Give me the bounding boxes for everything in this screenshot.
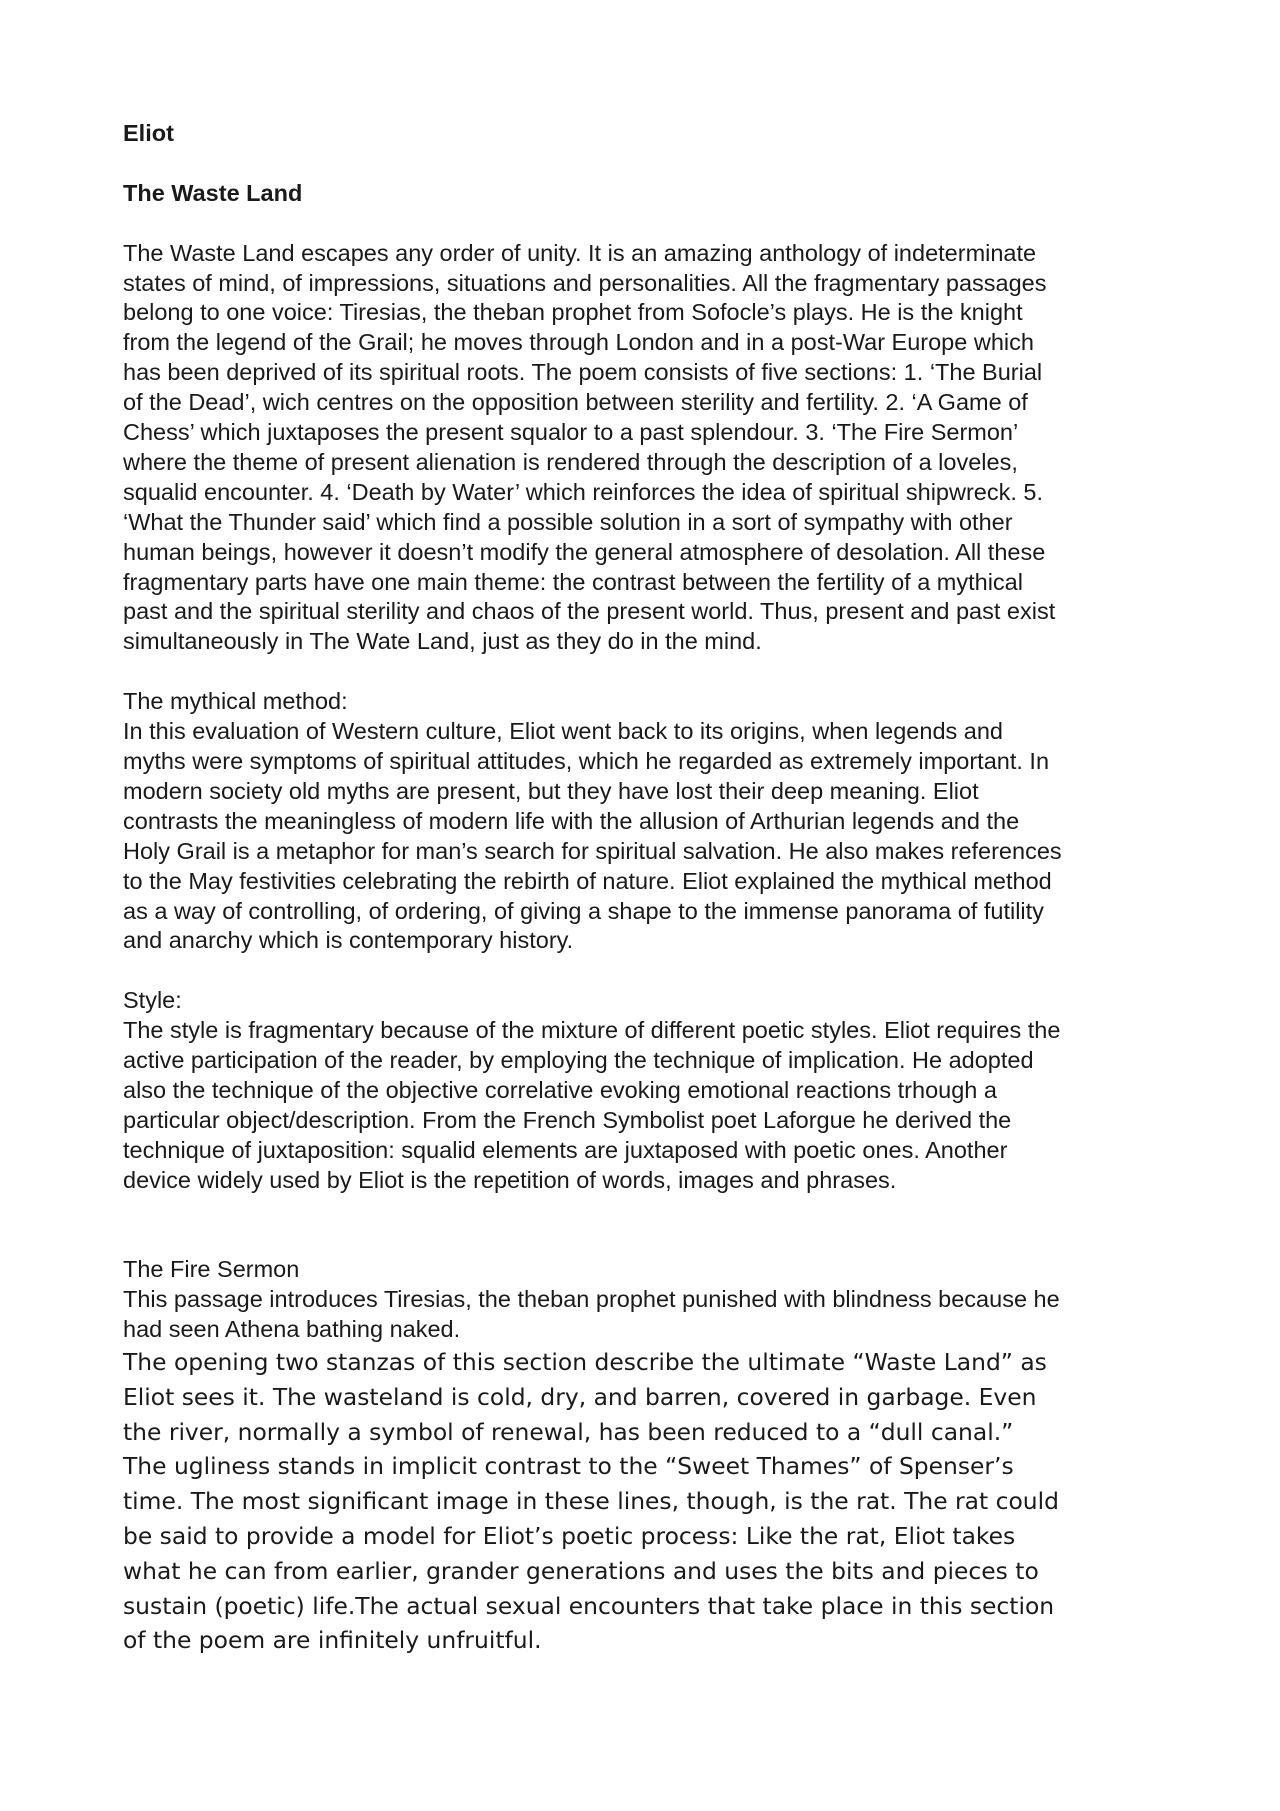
analysis-line: sustain (poetic) life.The actual sexual encounters that take place in this section	[123, 1591, 1055, 1620]
intro-line: squalid encounter. 4. ‘Death by Water’ which reinforces the idea of spiritual shipwreck. 5.	[123, 478, 1044, 505]
intro-line: from the legend of the Grail; he moves through London and in a post-War Europe which	[123, 329, 1034, 356]
style-line: The style is fragmentary because of the mixture of different poetic styles. Eliot requires the	[123, 1017, 1061, 1044]
analysis-line: The ugliness stands in implicit contrast to the “Sweet Thames” of Spenser’s	[123, 1452, 1014, 1481]
poem-title: The Waste Land	[123, 179, 303, 206]
mythical-method-paragraph	[123, 717, 1168, 956]
analysis-line: Eliot sees it. The wasteland is cold, dry, and barren, covered in garbage. Even	[123, 1382, 1037, 1411]
intro-line: ‘What the Thunder said’ which find a possible solution in a sort of sympathy with other	[123, 508, 1013, 535]
mythical-line: In this evaluation of Western culture, Eliot went back to its origins, when legends and	[123, 718, 1003, 745]
intro-line: where the theme of present alienation is rendered through the description of a loveles,	[123, 448, 1018, 475]
author-heading: Eliot	[123, 120, 174, 146]
fire-sermon-paragraph	[123, 1285, 1168, 1345]
mythical-line: and anarchy which is contemporary history.	[123, 927, 574, 954]
spacer	[123, 149, 1168, 179]
mythical-method-heading: The mythical method:	[123, 688, 348, 715]
spacer	[123, 956, 1168, 986]
spacer	[123, 657, 1168, 687]
intro-line: fragmentary parts have one main theme: the contrast between the fertility of a mythical	[123, 568, 1023, 595]
mythical-line: to the May festivities celebrating the rebirth of nature. Eliot explained the mythical method	[123, 867, 1052, 894]
analysis-line: The opening two stanzas of this section describe the ultimate “Waste Land” as	[123, 1348, 1047, 1377]
fire-sermon-analysis	[123, 1345, 1168, 1658]
mythical-line: myths were symptoms of spiritual attitudes, which he regarded as extremely important. In	[123, 747, 1050, 774]
mythical-line: as a way of controlling, of ordering, of giving a shape to the immense panorama of futility	[123, 897, 1044, 924]
intro-line: states of mind, of impressions, situations and personalities. All the fragmentary passages	[123, 269, 1047, 296]
spacer	[123, 209, 1168, 239]
style-line: device widely used by Eliot is the repetition of words, images and phrases.	[123, 1166, 897, 1193]
intro-line: belong to one voice: Tiresias, the theban prophet from Sofocle’s plays. He is the knight	[123, 299, 1023, 326]
fire-line: This passage introduces Tiresias, the theban prophet punished with blindness because he	[123, 1286, 1060, 1313]
intro-line: human beings, however it doesn’t modify the general atmosphere of desolation. All these	[123, 538, 1046, 565]
mythical-line: modern society old myths are present, but they have lost their deep meaning. Eliot	[123, 777, 979, 804]
intro-line: of the Dead’, wich centres on the opposition between sterility and fertility. 2. ‘A Game of	[123, 389, 1028, 416]
analysis-line: what he can from earlier, grander generations and uses the bits and pieces to	[123, 1556, 1039, 1585]
analysis-line: time. The most significant image in these lines, though, is the rat. The rat could	[123, 1487, 1059, 1516]
style-line: also the technique of the objective correlative evoking emotional reactions trhough a	[123, 1076, 997, 1103]
fire-sermon-heading: The Fire Sermon	[123, 1256, 300, 1283]
spacer	[123, 1196, 1168, 1256]
fire-line: had seen Athena bathing naked.	[123, 1316, 461, 1343]
style-paragraph	[123, 1016, 1168, 1195]
style-line: technique of juxtaposition: squalid elements are juxtaposed with poetic ones. Another	[123, 1136, 1008, 1163]
intro-line: simultaneously in The Wate Land, just as they do in the mind.	[123, 628, 762, 655]
analysis-line: be said to provide a model for Eliot’s poetic process: Like the rat, Eliot takes	[123, 1522, 1016, 1551]
mythical-line: Holy Grail is a metaphor for man’s search for spiritual salvation. He also makes references	[123, 837, 1062, 864]
intro-line: past and the spiritual sterility and chaos of the present world. Thus, present and past exist	[123, 598, 1056, 625]
intro-line: The Waste Land escapes any order of unity. It is an amazing anthology of indeterminate	[123, 239, 1037, 266]
analysis-line: the river, normally a symbol of renewal, has been reduced to a “dull canal.”	[123, 1417, 1014, 1446]
analysis-line: of the poem are infinitely unfruitful.	[123, 1626, 542, 1655]
intro-line: Chess’ which juxtaposes the present squalor to a past splendour. 3. ‘The Fire Sermon’	[123, 419, 1019, 446]
style-heading: Style:	[123, 987, 182, 1014]
style-line: particular object/description. From the French Symbolist poet Laforgue he derived the	[123, 1106, 1012, 1133]
intro-paragraph	[123, 239, 1168, 658]
intro-line: has been deprived of its spiritual roots. The poem consists of five sections: 1. ‘The Burial	[123, 359, 1043, 386]
document-page	[123, 119, 1168, 1658]
style-line: active participation of the reader, by employing the technique of implication. He adopted	[123, 1047, 1034, 1074]
mythical-line: contrasts the meaningless of modern life with the allusion of Arthurian legends and the	[123, 807, 1020, 834]
